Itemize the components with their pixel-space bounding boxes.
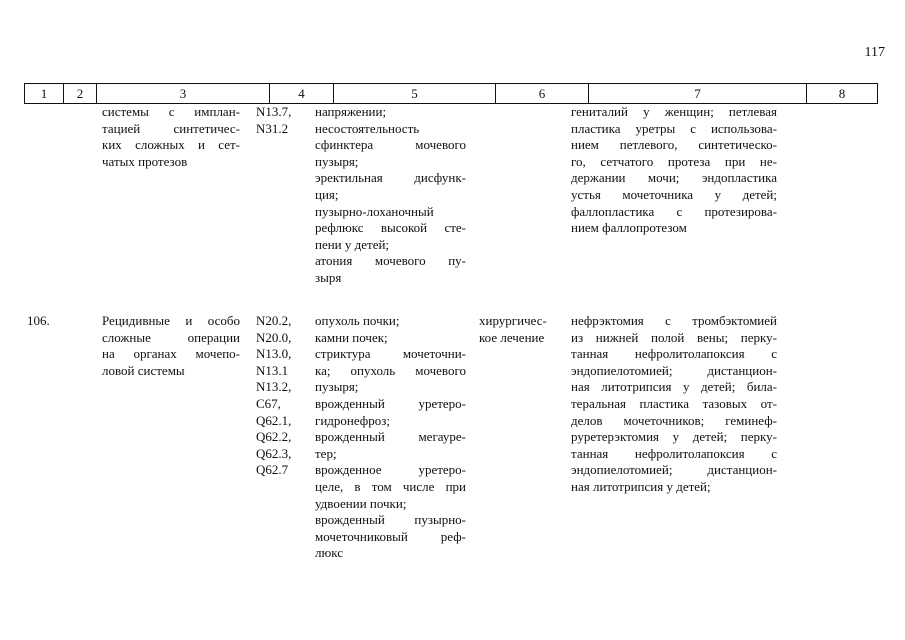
text-line: го, сетчатого протеза при не-	[571, 153, 777, 169]
text-line: ка; опухоль мочевого	[315, 362, 466, 378]
row-number: 106.	[27, 313, 50, 328]
text-line: эндопиелотомией; дистанцион-	[571, 362, 777, 378]
text-line: пузырно-лоханочный	[315, 203, 434, 219]
text-line: ция;	[315, 186, 339, 202]
text-line: Рецидивные и особо	[102, 313, 240, 328]
text-line: эндопиелотомией; дистанцион-	[571, 462, 777, 478]
text-line: врожденный мегауре-	[315, 429, 466, 445]
text-line: нием петлевого, синтетическо-	[571, 137, 777, 153]
row2-col4-codes	[256, 313, 311, 479]
text-line: чатых протезов	[102, 153, 188, 169]
column-header-8: 8	[838, 86, 846, 101]
text-line: системы с имплан-	[102, 104, 240, 119]
text-line: люкс	[315, 545, 343, 561]
text-line: опухоль почки;	[315, 313, 400, 328]
text-line: нефрэктомия с тромбэктомией	[571, 313, 777, 328]
table-header-row	[24, 83, 878, 104]
text-line: руретерэктомия у детей; перку-	[571, 429, 777, 445]
text-line: удвоении почки;	[315, 495, 407, 511]
text-line: рефлюкс высокой сте-	[315, 220, 466, 236]
row1-col5-indications	[315, 104, 466, 287]
code-line: N13.7,	[256, 104, 292, 119]
code-line: Q62.3,	[256, 445, 292, 461]
text-line: хирургичес-	[479, 313, 547, 328]
text-line: нием фаллопротезом	[571, 220, 687, 236]
row2-col1-number	[27, 313, 67, 330]
code-line: Q62.1,	[256, 412, 292, 428]
text-line: сложные операции	[102, 329, 240, 345]
row2-col6-treatment-type	[479, 313, 563, 346]
row2-col5-indications	[315, 313, 466, 562]
column-header-3: 3	[97, 84, 270, 103]
code-line: C67,	[256, 395, 281, 411]
text-line: танная нефролитолапоксия с	[571, 445, 777, 461]
text-line: пузыря;	[315, 153, 359, 169]
text-line: несостоятельность	[315, 120, 420, 136]
text-line: сфинктера мочевого	[315, 137, 466, 153]
code-line: N13.2,	[256, 379, 292, 395]
row1-col7-methods	[571, 104, 777, 237]
text-line: теральная пластика тазовых от-	[571, 395, 777, 411]
text-line: напряжении;	[315, 104, 387, 119]
text-line: ловой системы	[102, 362, 185, 378]
column-header-5: 5	[334, 84, 496, 103]
code-line: Q62.2,	[256, 429, 292, 445]
text-line: гениталий у женщин; петлевая	[571, 104, 777, 119]
text-line: ких сложных и сет-	[102, 137, 240, 153]
text-line: из нижней полой вены; перку-	[571, 329, 777, 345]
row1-col4-codes	[256, 104, 311, 137]
text-line: атония мочевого пу-	[315, 253, 466, 269]
code-line: N13.1	[256, 362, 289, 378]
text-line: ная литотрипсия у детей; била-	[571, 379, 777, 395]
column-header-1: 1	[25, 84, 64, 103]
text-line: мочеточниковый реф-	[315, 528, 466, 544]
text-line: тацией синтетичес-	[102, 120, 240, 136]
page-number: 117	[864, 45, 885, 60]
row1-col3-name	[102, 104, 240, 170]
text-line: танная нефролитолапоксия с	[571, 346, 777, 362]
text-line: гидронефроз;	[315, 412, 390, 428]
text-line: врожденное уретеро-	[315, 462, 466, 478]
code-line: N20.0,	[256, 329, 292, 345]
text-line: держании мочи; эндопластика	[571, 170, 777, 186]
column-header-6: 6	[496, 84, 589, 103]
text-line: врожденный уретеро-	[315, 395, 466, 411]
text-line: кое лечение	[479, 329, 545, 345]
text-line: фаллопластика с протезирова-	[571, 203, 777, 219]
column-header-4: 4	[270, 84, 334, 103]
code-line: N13.0,	[256, 346, 292, 362]
text-line: ная литотрипсия у детей;	[571, 478, 711, 494]
text-line: тер;	[315, 445, 337, 461]
column-header-2: 2	[64, 84, 97, 103]
text-line: зыря	[315, 269, 342, 285]
text-line: стриктура мочеточни-	[315, 346, 466, 362]
code-line: N20.2,	[256, 313, 292, 328]
text-line: эректильная дисфунк-	[315, 170, 466, 186]
text-line: делов мочеточников; геминеф-	[571, 412, 777, 428]
text-line: врожденный пузырно-	[315, 512, 466, 528]
column-header-7: 7	[589, 84, 807, 103]
text-line: пени у детей;	[315, 236, 390, 252]
row2-col3-name	[102, 313, 240, 379]
text-line: на органах мочепо-	[102, 346, 240, 362]
code-line: Q62.7	[256, 462, 289, 478]
row2-col7-methods	[571, 313, 777, 496]
code-line: N31.2	[256, 120, 289, 136]
text-line: камни почек;	[315, 329, 388, 345]
text-line: пузыря;	[315, 379, 359, 395]
text-line: устья мочеточника у детей;	[571, 186, 777, 202]
text-line: целе, в том числе при	[315, 478, 466, 494]
text-line: пластика уретры с использова-	[571, 120, 777, 136]
